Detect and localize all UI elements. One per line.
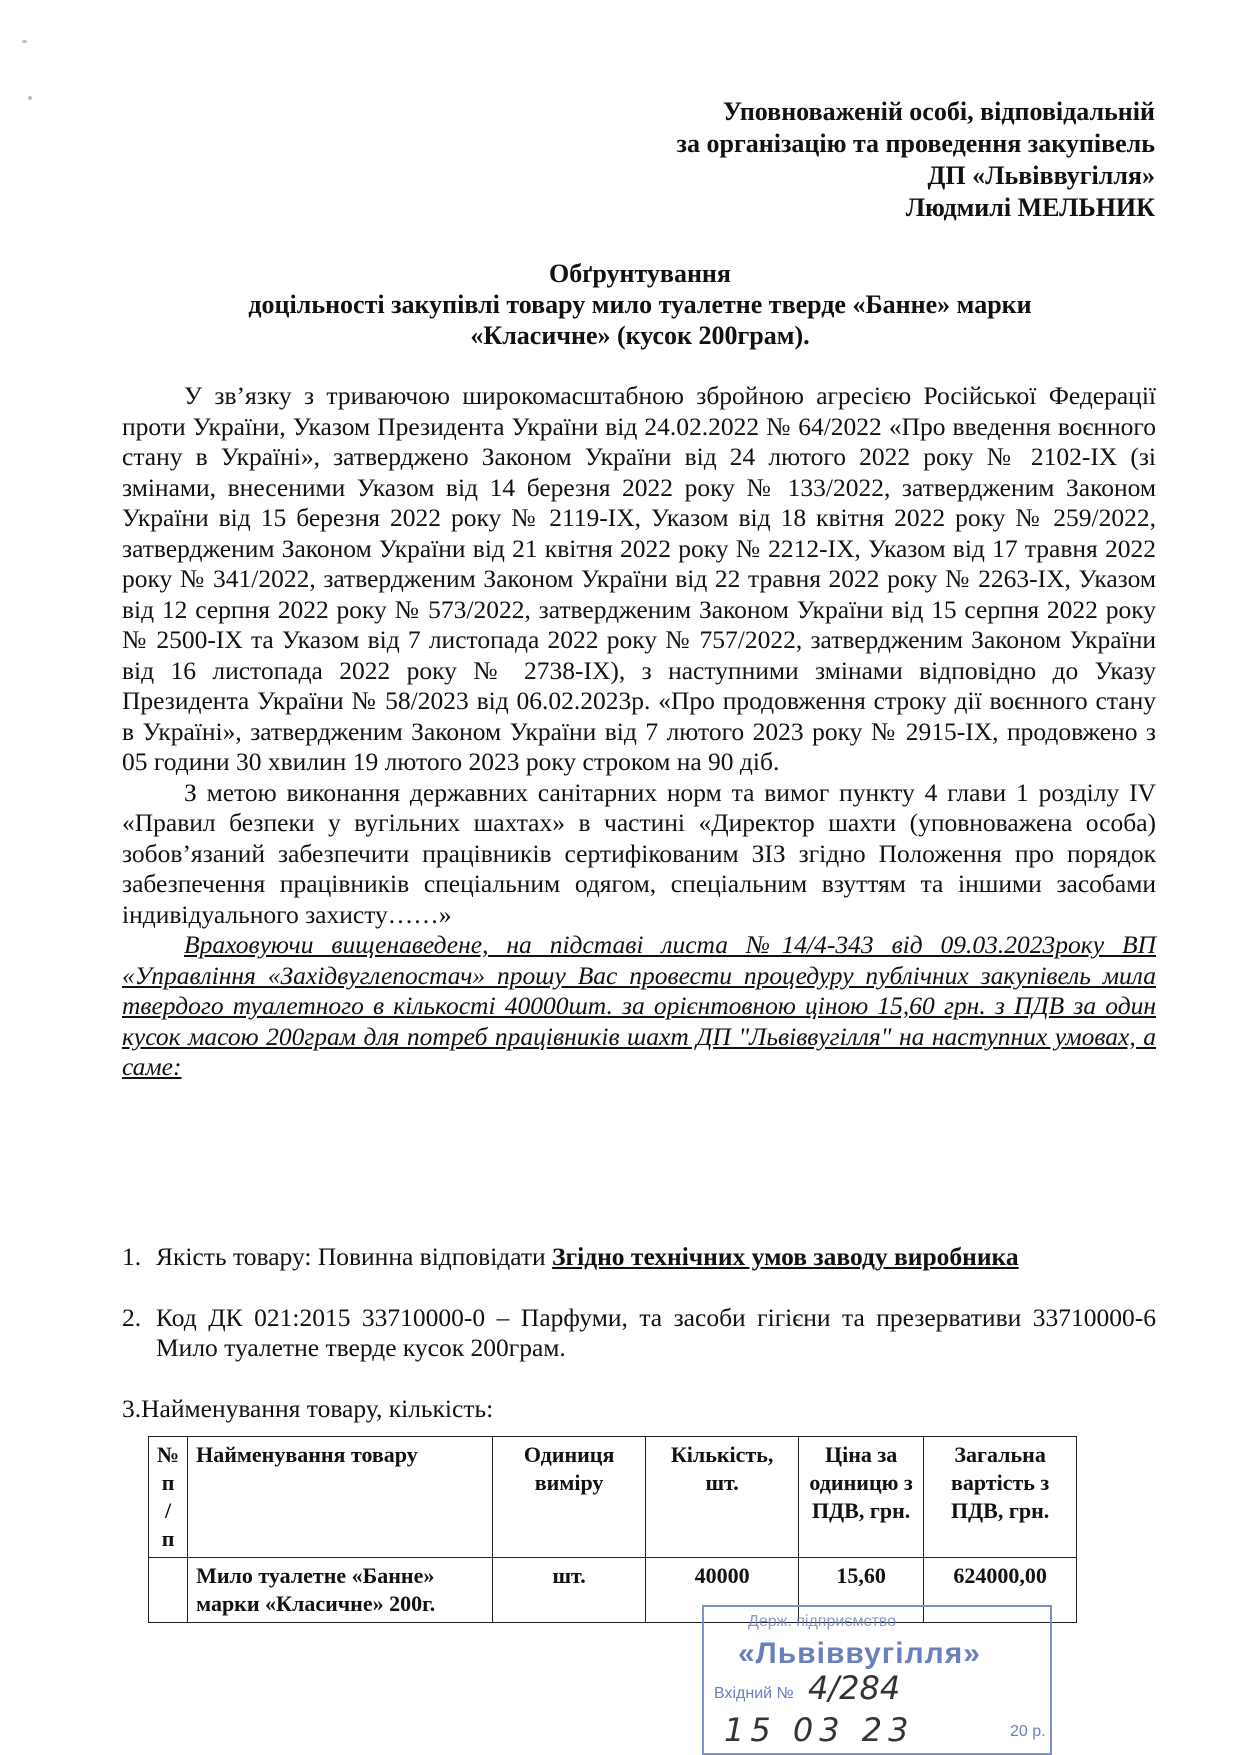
title-line: Обґрунтування (549, 259, 731, 288)
list-number: 1. (122, 1242, 142, 1271)
table-cell: 15,60 (799, 1558, 924, 1623)
stamp-number: 4/284 (808, 1669, 901, 1707)
stamp-incoming-label: Вхідний № (714, 1685, 794, 1702)
scan-speck (22, 40, 27, 43)
incoming-registration-stamp (702, 1605, 1052, 1755)
header-cell: Кількість, шт. (646, 1437, 799, 1558)
paragraph-martial-law: У зв’язку з триваючою широкомасштабною збройною агресією Російської Федерації проти України, Указом Президента України від 24.02.2022 № 64/2022 «Про введення воєнного стану в Україні», затверджено Законом України від 24 лютого 2022 року № 2102-ІХ (зі змінами, внесеними Указом від 14 березня 2022 року № 133/2022, затвердженим Законом України від 15 березня 2022 року № 2119-ІХ, Указом від 18 квітня 2022 року № 259/2022, затвердженим Законом України від 21 квітня 2022 року № 2212-ІХ, Указом від 17 травня 2022 року № 341/2022, затвердженим Законом України від 22 травня 2022 року № 2263-ІХ, Указом від 12 серпня 2022 року № 573/2022, затвердженим Законом України від 15 серпня 2022 року № 2500-ІХ та Указом від 7 листопада 2022 року № 757/2022, затвердженим Законом України від 16 листопада 2022 року № 2738-ІХ), з наступними змінами відповідно до Указу Президента України № 58/2023 від 06.02.2023р. «Про продовження строку дії воєнного стану в Україні», затвердженим Законом України від 7 лютого 2023 року № 2915-ІХ, продовжено з 05 години 30 хвилин 19 лютого 2023 року строком на 90 діб. (122, 381, 1156, 776)
title-line: «Класичне» (кусок 200грам). (470, 321, 810, 350)
list-number: 2. (122, 1302, 142, 1332)
table-header-row (149, 1437, 1077, 1558)
table-cell (149, 1558, 188, 1623)
stamp-org: Держ. підприємство (748, 1613, 896, 1630)
list-item (122, 1242, 1156, 1273)
paragraph-safety-rules: З метою виконання державних санітарних норм та вимог пункту 4 глави 1 розділу IV «Правил безпеки у вугільних шахтах» в частині «Директор шахти (уповноважена особа) зобов’язаний забезпечити працівників сертифікованим ЗІЗ згідно Положення про порядок забезпечення працівників спеціальним одягом, спеціальним взуттям та іншими засобами індивідуального захисту……» (122, 777, 1156, 929)
goods-table (148, 1436, 1077, 1623)
table-cell: шт. (493, 1558, 646, 1623)
scan-speck (28, 96, 32, 100)
stamp-date: 15 03 23 (724, 1711, 915, 1749)
header-cell: Одиниця виміру (493, 1437, 646, 1558)
list-item (122, 1303, 1156, 1364)
addressee-line: Уповноваженій особі, відповідальній (722, 97, 1155, 126)
addressee-block (677, 96, 1155, 224)
paragraph-request: Враховуючи вищенаведене, на підставі листа №14/4-343 від 09.03.2023року ВП «Управління «Західвуглепостач» прошу Вас провести процедуру публічних закупівель мила твердого туалетного в кількості 40000шт. за орієнтовною ціною 15,60 грн. з ПДВ за один кусок масою 200грам для потреб працівників шахт ДП "Львіввугілля" на наступних умовах, а саме: (122, 930, 1156, 1081)
body-text (122, 381, 1156, 1083)
item3-label: 3.Найменування товару, кількість: (122, 1393, 494, 1423)
document-title (120, 258, 1160, 351)
header-cell: № п / п (149, 1437, 188, 1558)
addressee-line: ДП «Львіввугілля» (927, 161, 1155, 190)
header-cell: Ціна за одиницю з ПДВ, грн. (799, 1437, 924, 1558)
list-text: Код ДК 021:2015 33710000-0 – Парфуми, та засоби гігієни та презервативи 33710000-6 Мило туалетне тверде кусок 200грам. (156, 1302, 1156, 1362)
header-cell: Найменування товару (188, 1437, 493, 1558)
header-cell: Загальна вартість з ПДВ, грн. (924, 1437, 1077, 1558)
title-line: доцільності закупівлі товару мило туалетне тверде «Банне» марки (248, 290, 1032, 319)
stamp-name: «Львіввугілля» (738, 1637, 981, 1670)
quality-value: Згідно технічних умов заводу виробника (552, 1242, 1019, 1271)
table-cell: 624000,00 (924, 1558, 1077, 1623)
table-cell: 40000 (646, 1558, 799, 1623)
addressee-name: Людмилі МЕЛЬНИК (905, 193, 1155, 222)
conditions-list (122, 1242, 1156, 1424)
table-cell: Мило туалетне «Банне» марки «Класичне» 200г. (188, 1558, 493, 1623)
stamp-year-suffix: 20 р. (1010, 1723, 1046, 1740)
addressee-line: за організацію та проведення закупівель (676, 129, 1155, 158)
list-text (156, 1242, 1156, 1273)
quality-label: Якість товару: Повинна відповідати (156, 1242, 553, 1271)
